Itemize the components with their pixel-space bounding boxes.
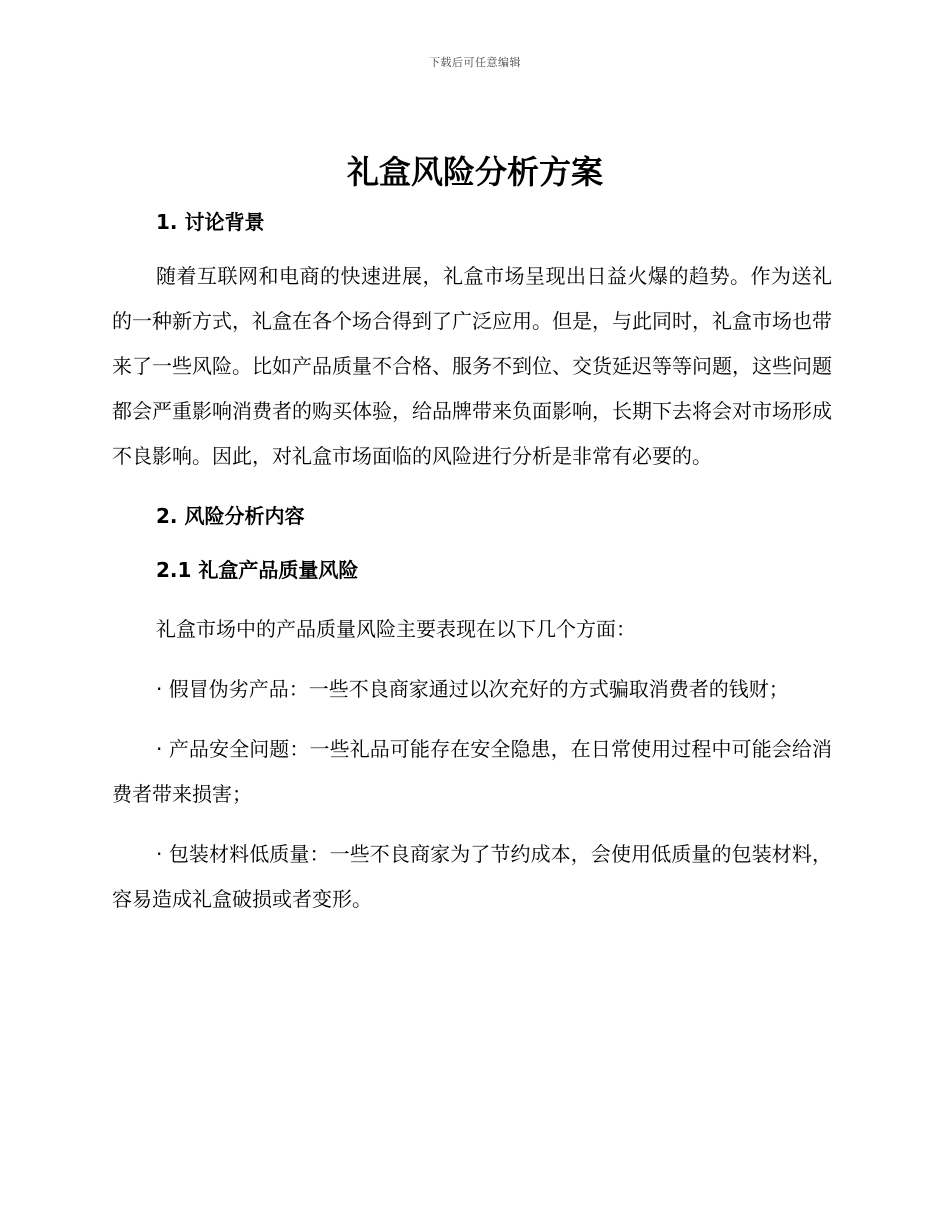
document-body (112, 205, 832, 922)
bullet-item-3: · 包装材料低质量：一些不良商家为了节约成本，会使用低质量的包装材料，容易造成礼盒破损或者变形。 (112, 842, 832, 911)
bullet-item-2: · 产品安全问题：一些礼品可能存在安全隐患，在日常使用过程中可能会给消费者带来损害； (112, 737, 832, 806)
bullet-item-1: · 假冒伪劣产品：一些不良商家通过以次充好的方式骗取消费者的钱财； (156, 677, 789, 701)
section-2-1-heading: 2.1 礼盒产品质量风险 (156, 558, 359, 582)
header-note: 下载后可任意编辑 (429, 56, 521, 69)
section-1-heading: 1. 讨论背景 (156, 210, 265, 234)
section-2-1-intro: 礼盒市场中的产品质量风险主要表现在以下几个方面： (156, 617, 636, 641)
section-2-heading: 2. 风险分析内容 (156, 504, 305, 528)
document-title: 礼盒风险分析方案 (346, 153, 603, 191)
section-1-paragraph: 随着互联网和电商的快速进展，礼盒市场呈现出日益火爆的趋势。作为送礼的一种新方式，礼盒在各个场合得到了广泛应用。但是，与此同时，礼盒市场也带来了一些风险。比如产品质量不合格、服务不到位、交货延迟等等问题，这些问题都会严重影响消费者的购买体验，给品牌带来负面影响，长期下去将会对市场形成不良影响。因此，对礼盒市场面临的风险进行分析是非常有必要的。 (112, 264, 832, 468)
